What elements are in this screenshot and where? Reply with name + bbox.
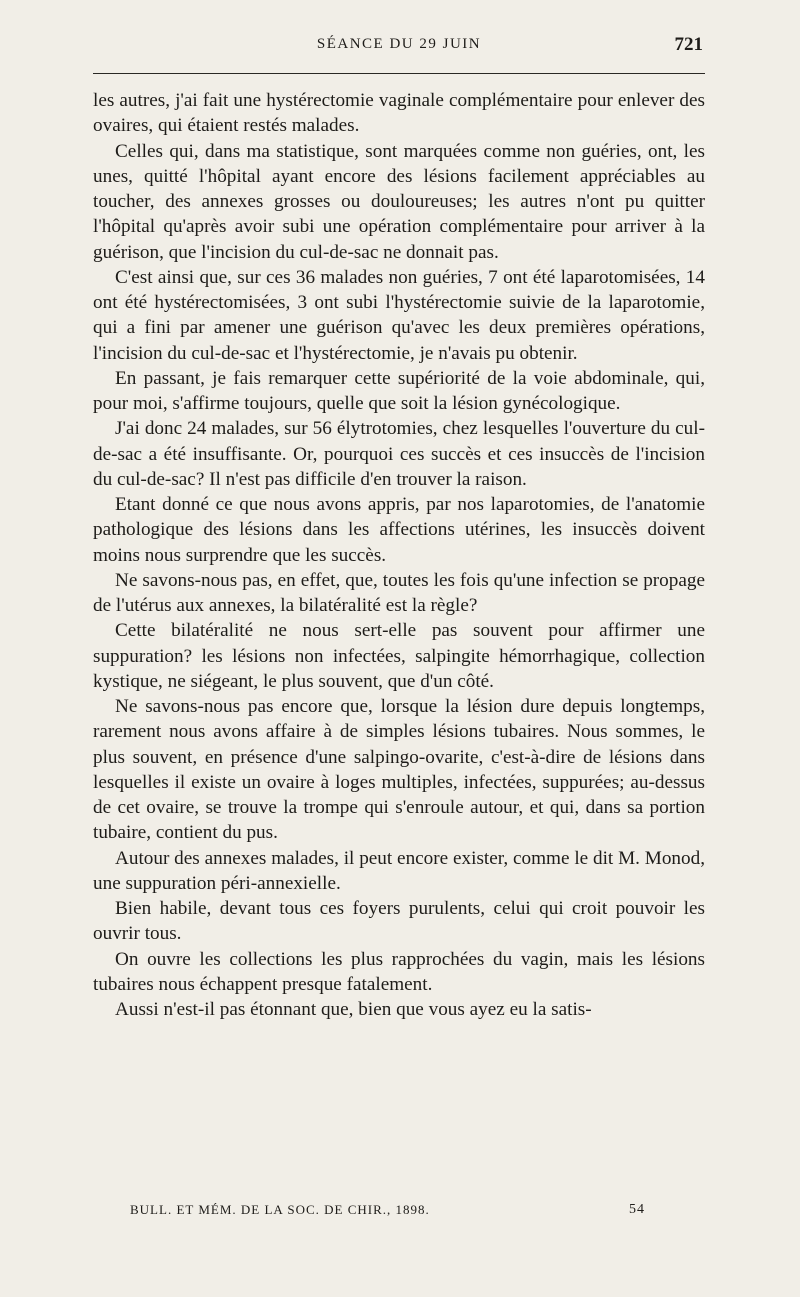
paragraph: les autres, j'ai fait une hystérectomie vaginale complémentaire pour enlever des ovaires, qui étaient restés malades. [93,90,705,137]
paragraph: Ne savons-nous pas, en effet, que, toutes les fois qu'une infection se propage de l'utérus aux annexes, la bilatéralité est la règle? [93,569,705,616]
body-text [93,88,705,1022]
footer-journal: BULL. ET MÉM. DE LA SOC. DE CHIR., 1898. [130,1202,430,1217]
paragraph: Autour des annexes malades, il peut encore exister, comme le dit M. Monod, une suppuration péri-annexielle. [93,847,705,894]
paragraph: On ouvre les collections les plus rapprochées du vagin, mais les lésions tubaires nous échappent presque fatalement. [93,948,705,995]
header-rule [93,73,705,74]
running-header [93,34,705,60]
paragraph: C'est ainsi que, sur ces 36 malades non guéries, 7 ont été laparotomisées, 14 ont été hystérectomisées, 3 ont subi l'hystérectomie suivie de la laparotomie, qui a fini par amener une guérison qu'avec les deux premières opérations, l'incision du cul-de-sac et l'hystérectomie, je n'avais pu obtenir. [93,266,705,364]
paragraph: J'ai donc 24 malades, sur 56 élytrotomies, chez lesquelles l'ouverture du cul-de-sac a été insuffisante. Or, pourquoi ces succès et ces insuccès de l'incision du cul-de-sac? Il n'est pas difficile d'en trouver la raison. [93,418,705,490]
paragraph: Bien habile, devant tous ces foyers purulents, celui qui croit pouvoir les ouvrir tous. [93,898,705,945]
page-footer [130,1202,645,1222]
paragraph: Celles qui, dans ma statistique, sont marquées comme non guéries, ont, les unes, quitté l'hôpital ayant encore des lésions facilement appréciables au toucher, des annexes grosses ou douloureuses; les autres n'ont pu quitter l'hôpital qu'après avoir subi une opération complémentaire pour arriver à la guérison, que l'incision du cul-de-sac ne donnait pas. [93,140,705,263]
page-number: 721 [674,34,703,55]
footer-signature: 54 [629,1202,645,1217]
paragraph: Etant donné ce que nous avons appris, par nos laparotomies, de l'anatomie pathologique des lésions dans les affections utérines, les insuccès doivent moins nous surprendre que les succès. [93,494,705,566]
paragraph: Aussi n'est-il pas étonnant que, bien que vous ayez eu la satis- [115,999,592,1020]
paragraph: Cette bilatéralité ne nous sert-elle pas souvent pour affirmer une suppuration? les lésions non infectées, salpingite hémorrhagique, collection kystique, ne siégeant, le plus souvent, que d'un côté. [93,620,705,692]
paragraph: Ne savons-nous pas encore que, lorsque la lésion dure depuis longtemps, rarement nous avons affaire à de simples lésions tubaires. Nous sommes, le plus souvent, en présence d'une salpingo-ovarite, c'est-à-dire de lésions dans lesquelles il existe un ovaire à loges multiples, infectées, suppurées; au-dessus de cet ovaire, se trouve la trompe qui s'enroule autour, et qui, dans sa portion tubaire, contient du pus. [93,696,705,844]
paragraph: En passant, je fais remarquer cette supériorité de la voie abdominale, qui, pour moi, s'affirme toujours, quelle que soit la lésion gynécologique. [93,367,705,414]
running-title: SÉANCE DU 29 JUIN [316,36,482,52]
